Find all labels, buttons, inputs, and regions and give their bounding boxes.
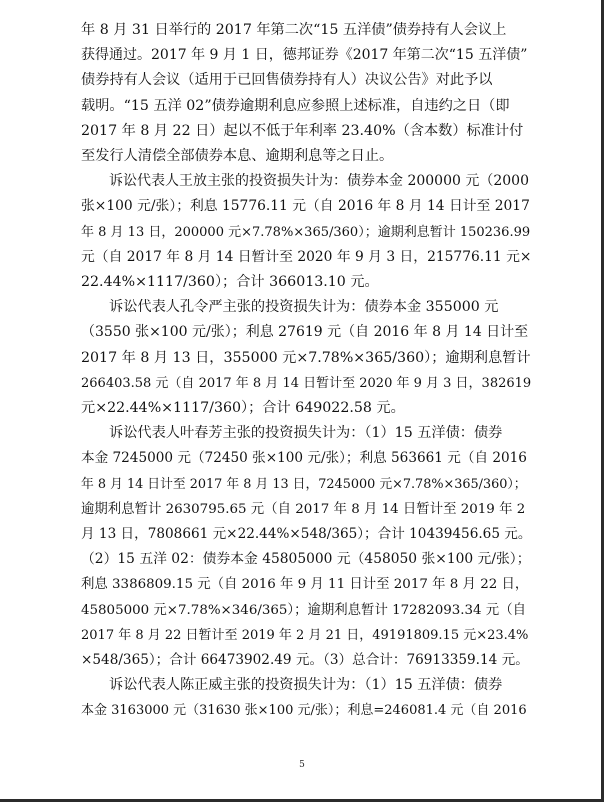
text-line: 266403.58 元（自 2017 年 8 月 14 日暂计至 2020 年 9 月 3 日，382619 (81, 375, 532, 391)
text-line: 元（自 2017 年 8 月 14 日暂计至 2020 年 9 月 3 日，215776.11 元× (81, 248, 532, 265)
text-line: 2017 年 8 月 13 日，355000 元×7.78%×365/360）；逾期利息暂计 (81, 349, 531, 366)
paragraph-wang-fang-claim (81, 169, 531, 295)
text-line: 22.44%×1117/360）；合计 366013.10 元。 (81, 274, 379, 291)
text-line: （2）15 五洋 02：债券本金 45805000 元（458050 张×100 元/张）； (81, 551, 531, 568)
text-line: 获得通过。2017 年 9 月 1 日，德邦证券《2017 年第二次“15 五洋债” (81, 47, 528, 64)
text-line: 月 13 日，7808661 元×22.44%×548/365）；合计 10439456.65 元。 (81, 526, 532, 543)
text-line: 元×22.44%×1117/360）；合计 649022.58 元。 (81, 400, 405, 417)
paragraph-ye-chunfang-claim (81, 421, 531, 673)
paragraph-kong-lingyan-claim (81, 295, 531, 421)
text-line: 年 8 月 14 日计至 2017 年 8 月 13 日，7245000 元×7.78%×365/360）； (81, 476, 527, 492)
text-line: 至发行人清偿全部债券本息、逾期利息等之日止。 (81, 148, 394, 165)
text-line: 诉讼代表人叶春芳主张的投资损失计为：（1）15 五洋债：债券 (109, 425, 503, 442)
text-line: 2017 年 8 月 22 日）起以不低于年利率 23.40%（含本数）标准计付 (81, 122, 524, 139)
text-line: 本金 7245000 元（72450 张×100 元/张）；利息 563661 元（自 2016 (81, 450, 527, 467)
text-line: （3550 张×100 元/张）；利息 27619 元（自 2016 年 8 月 14 日计至 (81, 324, 529, 341)
document-page (81, 18, 531, 724)
text-line: ×548/365）；合计 66473902.49 元。（3）总合计：76913359.14 元。 (81, 652, 529, 669)
text-line: 年 8 月 13 日，200000 元×7.78%×365/360）；逾期利息暂计 150236.99 (81, 224, 531, 240)
text-line: 诉讼代表人陈正威主张的投资损失计为：（1）15 五洋债：债券 (109, 677, 503, 694)
text-line: 本金 3163000 元（31630 张×100 元/张）；利息=246081.4 元（自 2016 (81, 703, 527, 719)
text-line: 诉讼代表人孔令严主张的投资损失计为：债券本金 355000 元 (109, 299, 499, 316)
paragraph-chen-zhengwei-claim (81, 673, 531, 723)
text-line: 张×100 元/张）；利息 15776.11 元（自 2016 年 8 月 14 日计至 2017 (81, 198, 530, 215)
text-line: 45805000 元×7.78%×346/365）；逾期利息暂计 17282093.34 元（自 (81, 602, 526, 618)
page-number: 5 (299, 760, 305, 770)
text-line: 逾期利息暂计 2630795.65 元（自 2017 年 8 月 14 日暂计至 2019 年 2 (81, 501, 526, 517)
text-line: 利息 3386809.15 元（自 2016 年 9 月 11 日计至 2017 年 8 月 22 日， (81, 577, 529, 593)
text-line: 载明。“15 五洋 02”债券逾期利息应参照上述标准，自违约之日（即 (81, 97, 510, 114)
text-line: 年 8 月 31 日举行的 2017 年第二次“15 五洋债”债券持有人会议上 (81, 22, 507, 38)
paragraph-continuation (81, 18, 531, 169)
text-line: 债券持有人会议（适用于已回售债券持有人）决议公告》对此予以 (81, 72, 493, 89)
text-line: 2017 年 8 月 22 日暂计至 2019 年 2 月 21 日，49191809.15 元×23.4% (81, 627, 529, 643)
text-line: 诉讼代表人王放主张的投资损失计为：债券本金 200000 元（2000 (109, 173, 529, 190)
